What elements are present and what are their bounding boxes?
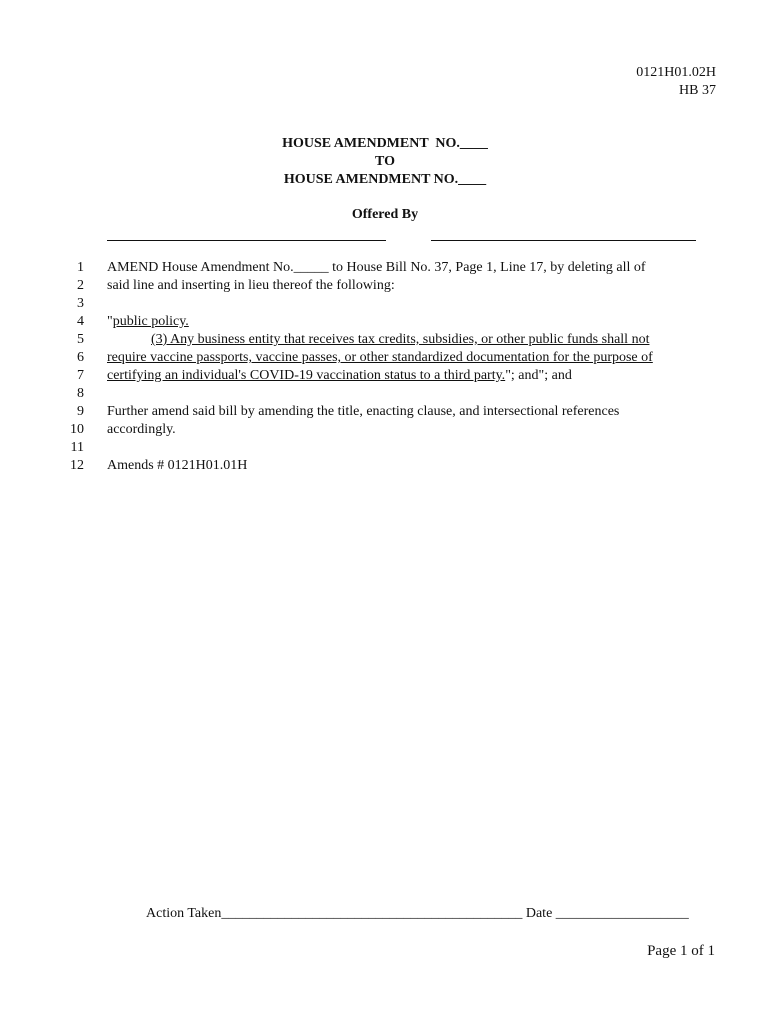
underlined-text: (3) Any business entity that receives tax credits, subsidies, or other public funds shall not — [151, 332, 650, 347]
open-quote: " — [107, 314, 113, 329]
body-line — [0, 367, 770, 385]
line-number: 11 — [70, 440, 84, 455]
line-number: 2 — [77, 278, 84, 293]
underlined-text: certifying an individual's COVID-19 vaccination status to a third party. — [107, 368, 506, 383]
document-id: 0121H01.02H — [636, 65, 716, 80]
line-text: Further amend said bill by amending the title, enacting clause, and intersectional references — [107, 404, 620, 419]
body-line — [0, 421, 770, 439]
body-line — [0, 349, 770, 367]
title-line-3: HOUSE AMENDMENT NO.____ — [283, 172, 487, 187]
amendment-title — [0, 135, 770, 189]
line-number: 7 — [77, 368, 84, 383]
body-line — [0, 403, 770, 421]
page-number: Page 1 of 1 — [647, 943, 715, 959]
body-line — [0, 313, 770, 331]
action-taken-line: Action Taken___________________________________________ Date ___________________ — [146, 906, 689, 921]
line-number: 10 — [70, 422, 84, 437]
line-number: 6 — [77, 350, 84, 365]
body-line — [0, 385, 770, 403]
line-number: 1 — [77, 260, 84, 275]
line-number: 5 — [77, 332, 84, 347]
underlined-text: require vaccine passports, vaccine passes, or other standardized documentation for the purpose of — [107, 350, 653, 365]
document-id-block — [636, 64, 716, 100]
body-line — [0, 295, 770, 313]
line-text — [107, 367, 707, 385]
body-line — [0, 331, 770, 349]
line-number: 12 — [70, 458, 84, 473]
line-number: 8 — [77, 386, 84, 401]
closing-text: "; and"; and — [505, 368, 572, 383]
sponsor-signature-line-left — [107, 240, 386, 241]
title-line-1: HOUSE AMENDMENT NO.____ — [282, 136, 488, 151]
amendment-body — [0, 259, 770, 475]
line-number: 3 — [77, 296, 84, 311]
body-line — [0, 439, 770, 457]
line-text: AMEND House Amendment No._____ to House Bill No. 37, Page 1, Line 17, by deleting all of — [107, 260, 646, 275]
line-text: Amends # 0121H01.01H — [107, 458, 248, 473]
bill-number: HB 37 — [679, 83, 716, 98]
body-line — [0, 277, 770, 295]
indent-underline — [107, 331, 151, 349]
underlined-text: public policy. — [112, 314, 189, 329]
body-line — [0, 457, 770, 475]
line-text: said line and inserting in lieu thereof the following: — [107, 278, 395, 293]
line-text — [107, 313, 707, 331]
offered-by-label: Offered By — [351, 207, 419, 222]
line-text: accordingly. — [107, 422, 176, 437]
body-line — [0, 259, 770, 277]
line-text — [107, 331, 707, 349]
line-number: 4 — [77, 314, 84, 329]
sponsor-signature-line-right — [431, 240, 696, 241]
title-line-2: TO — [375, 154, 395, 169]
line-number: 9 — [77, 404, 84, 419]
